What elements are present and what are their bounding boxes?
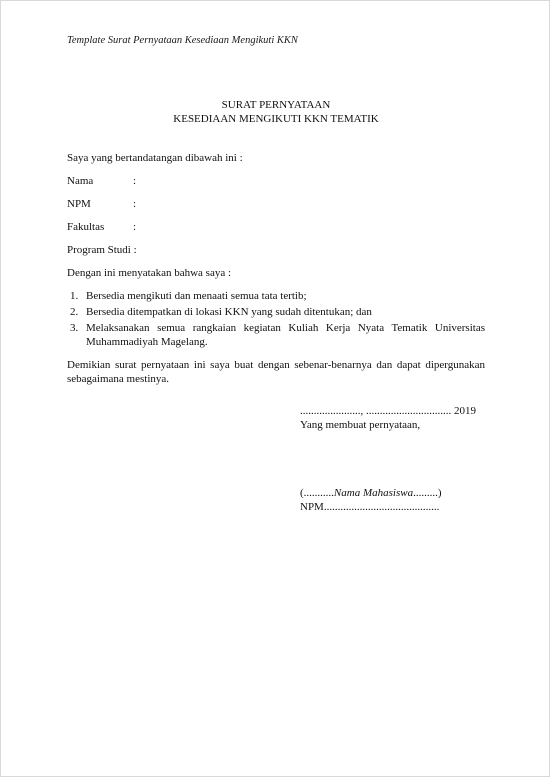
title-line-2: KESEDIAAN MENGIKUTI KKN TEMATIK [173,113,379,125]
field-row-program-studi [67,243,485,257]
signer-name-line [300,486,490,500]
field-row-npm [67,197,485,211]
field-colon: : [133,221,137,233]
list-item [67,289,485,303]
signer-role: Yang membuat pernyataan, [300,419,421,431]
name-placeholder: Nama Mahasiswa [333,487,414,499]
name-close: .........) [413,487,442,499]
list-number: 2. [70,306,79,318]
document-title [1,98,550,126]
place-date-line: ......................, ............................... 2019 [300,405,476,417]
list-item-text: Melaksanakan semua rangkaian kegiatan Kuliah Kerja Nyata Tematik Universitas Muhammadiyah Magelang. [86,322,485,348]
field-colon: : [133,175,137,187]
field-label: Fakultas [67,221,105,233]
field-label: NPM [67,198,91,210]
field-label: Nama [67,175,94,187]
running-header: Template Surat Pernyataan Kesediaan Mengikuti KKN [67,35,298,46]
closing-text: Demikian surat pernyataan ini saya buat dengan sebenar-benarnya dan dapat dipergunakan sebagaimana mestinya. [67,359,485,385]
field-row-fakultas [67,220,485,234]
signer-npm-line: NPM.......................................... [300,501,440,513]
statement-list [67,289,485,349]
title-line-1: SURAT PERNYATAAN [221,99,331,111]
name-open: (........... [300,487,334,499]
list-number: 3. [70,322,79,334]
field-colon: : [133,198,137,210]
statement-text: Dengan ini menyatakan bahwa saya : [67,267,232,279]
list-item [67,305,485,319]
field-colon [137,243,147,257]
list-item-text: Bersedia ditempatkan di lokasi KKN yang sudah ditentukan; dan [86,306,372,318]
field-label: Program Studi : [67,244,137,256]
list-item [67,321,485,349]
list-item-text: Bersedia mengikuti dan menaati semua tata tertib; [86,290,307,302]
document-body [67,151,485,386]
intro-text: Saya yang bertandatangan dibawah ini : [67,152,243,164]
field-row-nama [67,174,485,188]
list-number: 1. [70,290,79,302]
signature-block [300,404,490,514]
